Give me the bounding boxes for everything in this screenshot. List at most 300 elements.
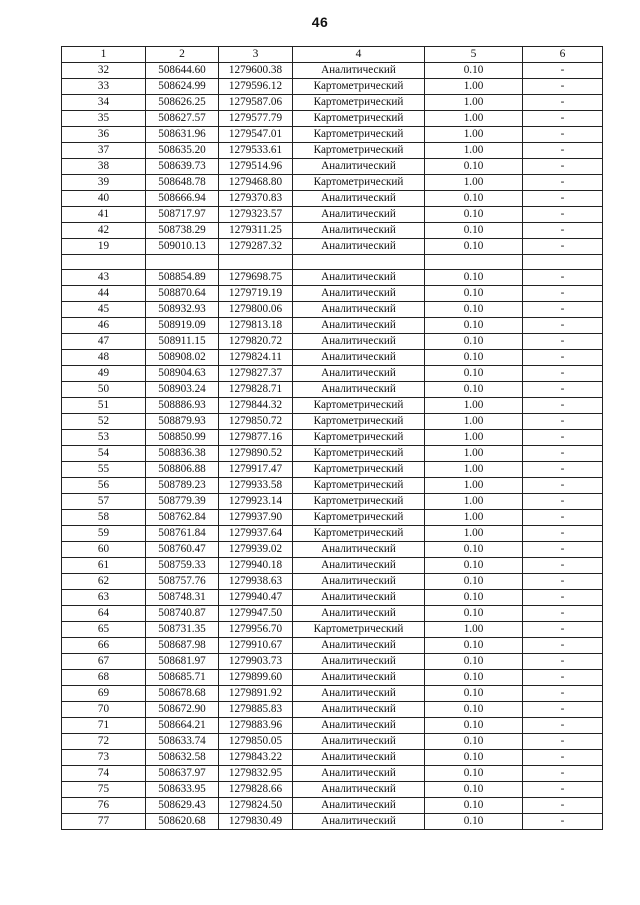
point-number-cell: 50 [62, 382, 146, 398]
y-coordinate-cell: 1279923.14 [219, 494, 293, 510]
point-number-cell [62, 255, 146, 270]
table-header-row [62, 47, 603, 63]
x-coordinate-cell: 508911.15 [146, 334, 219, 350]
x-coordinate-cell: 508639.73 [146, 159, 219, 175]
table-row [62, 430, 603, 446]
x-coordinate-cell: 508748.31 [146, 590, 219, 606]
accuracy-cell: 0.10 [425, 302, 523, 318]
point-number-cell: 68 [62, 670, 146, 686]
point-number-cell: 19 [62, 239, 146, 255]
method-cell: Аналитический [293, 366, 425, 382]
x-coordinate-cell: 508678.68 [146, 686, 219, 702]
x-coordinate-cell: 508738.29 [146, 223, 219, 239]
point-number-cell: 71 [62, 718, 146, 734]
method-cell: Картометрический [293, 526, 425, 542]
page-number: 46 [311, 14, 329, 30]
y-coordinate-cell: 1279698.75 [219, 270, 293, 286]
table-row [62, 366, 603, 382]
method-cell: Картометрический [293, 143, 425, 159]
point-number-cell: 45 [62, 302, 146, 318]
accuracy-cell: 0.10 [425, 542, 523, 558]
x-coordinate-cell: 508685.71 [146, 670, 219, 686]
column-header-2: 2 [146, 47, 219, 63]
accuracy-cell: 0.10 [425, 558, 523, 574]
method-cell: Аналитический [293, 750, 425, 766]
x-coordinate-cell: 508757.76 [146, 574, 219, 590]
accuracy-cell: 1.00 [425, 478, 523, 494]
accuracy-cell: 1.00 [425, 175, 523, 191]
note-cell: - [523, 478, 603, 494]
accuracy-cell: 0.10 [425, 782, 523, 798]
method-cell: Аналитический [293, 302, 425, 318]
note-cell: - [523, 702, 603, 718]
note-cell: - [523, 462, 603, 478]
note-cell: - [523, 63, 603, 79]
y-coordinate-cell: 1279832.95 [219, 766, 293, 782]
method-cell [293, 255, 425, 270]
note-cell: - [523, 159, 603, 175]
point-number-cell: 33 [62, 79, 146, 95]
point-number-cell: 56 [62, 478, 146, 494]
y-coordinate-cell [219, 255, 293, 270]
note-cell: - [523, 606, 603, 622]
note-cell: - [523, 398, 603, 414]
method-cell: Картометрический [293, 510, 425, 526]
y-coordinate-cell: 1279827.37 [219, 366, 293, 382]
point-number-cell: 63 [62, 590, 146, 606]
x-coordinate-cell: 508806.88 [146, 462, 219, 478]
x-coordinate-cell: 508919.09 [146, 318, 219, 334]
point-number-cell: 43 [62, 270, 146, 286]
point-number-cell: 65 [62, 622, 146, 638]
point-number-cell: 75 [62, 782, 146, 798]
table-row [62, 207, 603, 223]
y-coordinate-cell: 1279940.47 [219, 590, 293, 606]
y-coordinate-cell: 1279956.70 [219, 622, 293, 638]
point-number-cell: 55 [62, 462, 146, 478]
table-row [62, 382, 603, 398]
method-cell: Картометрический [293, 111, 425, 127]
table-row [62, 750, 603, 766]
accuracy-cell: 0.10 [425, 734, 523, 750]
y-coordinate-cell: 1279877.16 [219, 430, 293, 446]
y-coordinate-cell: 1279514.96 [219, 159, 293, 175]
table-row [62, 127, 603, 143]
note-cell: - [523, 510, 603, 526]
y-coordinate-cell: 1279577.79 [219, 111, 293, 127]
note-cell: - [523, 95, 603, 111]
table-row [62, 782, 603, 798]
note-cell: - [523, 654, 603, 670]
method-cell: Аналитический [293, 702, 425, 718]
method-cell: Аналитический [293, 382, 425, 398]
y-coordinate-cell: 1279824.11 [219, 350, 293, 366]
x-coordinate-cell: 508626.25 [146, 95, 219, 111]
accuracy-cell: 1.00 [425, 622, 523, 638]
point-number-cell: 70 [62, 702, 146, 718]
x-coordinate-cell: 508740.87 [146, 606, 219, 622]
point-number-cell: 48 [62, 350, 146, 366]
x-coordinate-cell: 508717.97 [146, 207, 219, 223]
table-row [62, 270, 603, 286]
note-cell: - [523, 430, 603, 446]
y-coordinate-cell: 1279917.47 [219, 462, 293, 478]
table-row [62, 95, 603, 111]
accuracy-cell: 1.00 [425, 494, 523, 510]
point-number-cell: 62 [62, 574, 146, 590]
method-cell: Аналитический [293, 798, 425, 814]
y-coordinate-cell: 1279813.18 [219, 318, 293, 334]
x-coordinate-cell: 508760.47 [146, 542, 219, 558]
note-cell: - [523, 526, 603, 542]
x-coordinate-cell: 508854.89 [146, 270, 219, 286]
table-row [62, 191, 603, 207]
x-coordinate-cell: 508648.78 [146, 175, 219, 191]
y-coordinate-cell: 1279903.73 [219, 654, 293, 670]
column-header-5: 5 [425, 47, 523, 63]
point-number-cell: 34 [62, 95, 146, 111]
point-number-cell: 54 [62, 446, 146, 462]
accuracy-cell: 0.10 [425, 590, 523, 606]
method-cell: Аналитический [293, 686, 425, 702]
y-coordinate-cell: 1279937.90 [219, 510, 293, 526]
point-number-cell: 66 [62, 638, 146, 654]
accuracy-cell: 0.10 [425, 766, 523, 782]
y-coordinate-cell: 1279287.32 [219, 239, 293, 255]
note-cell: - [523, 734, 603, 750]
y-coordinate-cell: 1279850.72 [219, 414, 293, 430]
y-coordinate-cell: 1279843.22 [219, 750, 293, 766]
method-cell: Аналитический [293, 286, 425, 302]
method-cell: Аналитический [293, 718, 425, 734]
note-cell: - [523, 79, 603, 95]
point-number-cell: 67 [62, 654, 146, 670]
column-header-3: 3 [219, 47, 293, 63]
y-coordinate-cell: 1279800.06 [219, 302, 293, 318]
y-coordinate-cell: 1279910.67 [219, 638, 293, 654]
point-number-cell: 39 [62, 175, 146, 191]
y-coordinate-cell: 1279850.05 [219, 734, 293, 750]
note-cell: - [523, 622, 603, 638]
accuracy-cell: 0.10 [425, 318, 523, 334]
table-row [62, 526, 603, 542]
point-number-cell: 64 [62, 606, 146, 622]
method-cell: Аналитический [293, 223, 425, 239]
point-number-cell: 69 [62, 686, 146, 702]
accuracy-cell: 0.10 [425, 814, 523, 830]
y-coordinate-cell: 1279820.72 [219, 334, 293, 350]
y-coordinate-cell: 1279311.25 [219, 223, 293, 239]
method-cell: Аналитический [293, 318, 425, 334]
accuracy-cell: 0.10 [425, 239, 523, 255]
point-number-cell: 76 [62, 798, 146, 814]
x-coordinate-cell: 508644.60 [146, 63, 219, 79]
note-cell: - [523, 782, 603, 798]
y-coordinate-cell: 1279885.83 [219, 702, 293, 718]
x-coordinate-cell: 508664.21 [146, 718, 219, 734]
point-number-cell: 57 [62, 494, 146, 510]
note-cell: - [523, 446, 603, 462]
accuracy-cell: 1.00 [425, 127, 523, 143]
accuracy-cell: 0.10 [425, 223, 523, 239]
x-coordinate-cell: 508759.33 [146, 558, 219, 574]
accuracy-cell: 1.00 [425, 143, 523, 159]
x-coordinate-cell: 508731.35 [146, 622, 219, 638]
y-coordinate-cell: 1279937.64 [219, 526, 293, 542]
table-row [62, 638, 603, 654]
point-number-cell: 52 [62, 414, 146, 430]
accuracy-cell: 1.00 [425, 510, 523, 526]
y-coordinate-cell: 1279938.63 [219, 574, 293, 590]
x-coordinate-cell: 508879.93 [146, 414, 219, 430]
x-coordinate-cell: 508632.58 [146, 750, 219, 766]
x-coordinate-cell [146, 255, 219, 270]
y-coordinate-cell: 1279533.61 [219, 143, 293, 159]
y-coordinate-cell: 1279830.49 [219, 814, 293, 830]
x-coordinate-cell: 508904.63 [146, 366, 219, 382]
table-row [62, 558, 603, 574]
point-number-cell: 59 [62, 526, 146, 542]
x-coordinate-cell: 508633.95 [146, 782, 219, 798]
table-row [62, 606, 603, 622]
x-coordinate-cell: 508886.93 [146, 398, 219, 414]
point-number-cell: 72 [62, 734, 146, 750]
accuracy-cell: 0.10 [425, 191, 523, 207]
y-coordinate-cell: 1279890.52 [219, 446, 293, 462]
note-cell: - [523, 175, 603, 191]
accuracy-cell: 1.00 [425, 398, 523, 414]
method-cell: Картометрический [293, 494, 425, 510]
accuracy-cell: 0.10 [425, 63, 523, 79]
method-cell: Картометрический [293, 414, 425, 430]
note-cell: - [523, 686, 603, 702]
point-number-cell: 47 [62, 334, 146, 350]
accuracy-cell: 1.00 [425, 462, 523, 478]
point-number-cell: 41 [62, 207, 146, 223]
point-number-cell: 36 [62, 127, 146, 143]
note-cell: - [523, 239, 603, 255]
table-row [62, 734, 603, 750]
table-row [62, 702, 603, 718]
note-cell: - [523, 270, 603, 286]
point-number-cell: 46 [62, 318, 146, 334]
method-cell: Аналитический [293, 638, 425, 654]
note-cell: - [523, 350, 603, 366]
note-cell: - [523, 542, 603, 558]
table-row [62, 654, 603, 670]
note-cell: - [523, 494, 603, 510]
note-cell: - [523, 286, 603, 302]
method-cell: Картометрический [293, 127, 425, 143]
y-coordinate-cell: 1279828.71 [219, 382, 293, 398]
x-coordinate-cell: 508631.96 [146, 127, 219, 143]
table-row [62, 398, 603, 414]
note-cell: - [523, 798, 603, 814]
table-row [62, 446, 603, 462]
table-row [62, 494, 603, 510]
method-cell: Аналитический [293, 734, 425, 750]
y-coordinate-cell: 1279844.32 [219, 398, 293, 414]
point-number-cell: 32 [62, 63, 146, 79]
method-cell: Аналитический [293, 590, 425, 606]
method-cell: Аналитический [293, 606, 425, 622]
point-number-cell: 51 [62, 398, 146, 414]
y-coordinate-cell: 1279891.92 [219, 686, 293, 702]
table-row [62, 462, 603, 478]
accuracy-cell: 0.10 [425, 286, 523, 302]
y-coordinate-cell: 1279947.50 [219, 606, 293, 622]
y-coordinate-cell: 1279824.50 [219, 798, 293, 814]
method-cell: Аналитический [293, 239, 425, 255]
note-cell: - [523, 814, 603, 830]
x-coordinate-cell: 508635.20 [146, 143, 219, 159]
accuracy-cell: 0.10 [425, 574, 523, 590]
note-cell: - [523, 127, 603, 143]
y-coordinate-cell: 1279323.57 [219, 207, 293, 223]
accuracy-cell: 1.00 [425, 430, 523, 446]
method-cell: Картометрический [293, 79, 425, 95]
column-header-1: 1 [62, 47, 146, 63]
note-cell: - [523, 191, 603, 207]
note-cell [523, 255, 603, 270]
x-coordinate-cell: 508870.64 [146, 286, 219, 302]
x-coordinate-cell: 508687.98 [146, 638, 219, 654]
table-row [62, 686, 603, 702]
y-coordinate-cell: 1279719.19 [219, 286, 293, 302]
point-number-cell: 42 [62, 223, 146, 239]
accuracy-cell: 0.10 [425, 350, 523, 366]
note-cell: - [523, 143, 603, 159]
column-header-6: 6 [523, 47, 603, 63]
table-row [62, 111, 603, 127]
x-coordinate-cell: 508908.02 [146, 350, 219, 366]
table-row [62, 766, 603, 782]
accuracy-cell: 0.10 [425, 366, 523, 382]
method-cell: Аналитический [293, 159, 425, 175]
table-row [62, 63, 603, 79]
accuracy-cell [425, 255, 523, 270]
point-number-cell: 37 [62, 143, 146, 159]
table-row [62, 510, 603, 526]
table-row [62, 574, 603, 590]
note-cell: - [523, 558, 603, 574]
accuracy-cell: 1.00 [425, 414, 523, 430]
method-cell: Аналитический [293, 782, 425, 798]
accuracy-cell: 0.10 [425, 606, 523, 622]
x-coordinate-cell: 508762.84 [146, 510, 219, 526]
table-row [62, 590, 603, 606]
table-row [62, 318, 603, 334]
method-cell: Аналитический [293, 670, 425, 686]
x-coordinate-cell: 508637.97 [146, 766, 219, 782]
method-cell: Картометрический [293, 175, 425, 191]
table-row [62, 175, 603, 191]
table-row [62, 239, 603, 255]
note-cell: - [523, 318, 603, 334]
accuracy-cell: 0.10 [425, 334, 523, 350]
accuracy-cell: 0.10 [425, 670, 523, 686]
y-coordinate-cell: 1279933.58 [219, 478, 293, 494]
accuracy-cell: 0.10 [425, 750, 523, 766]
x-coordinate-cell: 508666.94 [146, 191, 219, 207]
note-cell: - [523, 414, 603, 430]
table-row [62, 302, 603, 318]
y-coordinate-cell: 1279370.83 [219, 191, 293, 207]
accuracy-cell: 0.10 [425, 207, 523, 223]
note-cell: - [523, 766, 603, 782]
accuracy-cell: 1.00 [425, 446, 523, 462]
note-cell: - [523, 590, 603, 606]
accuracy-cell: 1.00 [425, 526, 523, 542]
note-cell: - [523, 334, 603, 350]
point-number-cell: 53 [62, 430, 146, 446]
x-coordinate-cell: 508789.23 [146, 478, 219, 494]
table-row [62, 159, 603, 175]
accuracy-cell: 0.10 [425, 654, 523, 670]
table-row [62, 798, 603, 814]
accuracy-cell: 1.00 [425, 95, 523, 111]
table-row [62, 223, 603, 239]
y-coordinate-cell: 1279828.66 [219, 782, 293, 798]
point-number-cell: 38 [62, 159, 146, 175]
table-row [62, 334, 603, 350]
y-coordinate-cell: 1279468.80 [219, 175, 293, 191]
method-cell: Аналитический [293, 334, 425, 350]
x-coordinate-cell: 508836.38 [146, 446, 219, 462]
note-cell: - [523, 718, 603, 734]
table-body [62, 47, 603, 830]
point-number-cell: 60 [62, 542, 146, 558]
y-coordinate-cell: 1279547.01 [219, 127, 293, 143]
method-cell: Аналитический [293, 207, 425, 223]
x-coordinate-cell: 508761.84 [146, 526, 219, 542]
y-coordinate-cell: 1279940.18 [219, 558, 293, 574]
method-cell: Аналитический [293, 814, 425, 830]
table-row [62, 670, 603, 686]
accuracy-cell: 1.00 [425, 79, 523, 95]
table-row [62, 143, 603, 159]
note-cell: - [523, 574, 603, 590]
point-number-cell: 40 [62, 191, 146, 207]
method-cell: Аналитический [293, 558, 425, 574]
method-cell: Аналитический [293, 654, 425, 670]
accuracy-cell: 0.10 [425, 382, 523, 398]
x-coordinate-cell: 508633.74 [146, 734, 219, 750]
column-header-4: 4 [293, 47, 425, 63]
table-row [62, 622, 603, 638]
note-cell: - [523, 223, 603, 239]
method-cell: Аналитический [293, 766, 425, 782]
method-cell: Картометрический [293, 462, 425, 478]
method-cell: Картометрический [293, 622, 425, 638]
y-coordinate-cell: 1279596.12 [219, 79, 293, 95]
table-row [62, 814, 603, 830]
accuracy-cell: 0.10 [425, 702, 523, 718]
note-cell: - [523, 366, 603, 382]
method-cell: Картометрический [293, 446, 425, 462]
method-cell: Аналитический [293, 350, 425, 366]
table-row [62, 79, 603, 95]
table-row [62, 718, 603, 734]
point-number-cell: 77 [62, 814, 146, 830]
method-cell: Аналитический [293, 542, 425, 558]
point-number-cell: 44 [62, 286, 146, 302]
accuracy-cell: 0.10 [425, 270, 523, 286]
method-cell: Аналитический [293, 191, 425, 207]
method-cell: Аналитический [293, 574, 425, 590]
y-coordinate-cell: 1279600.38 [219, 63, 293, 79]
accuracy-cell: 0.10 [425, 718, 523, 734]
